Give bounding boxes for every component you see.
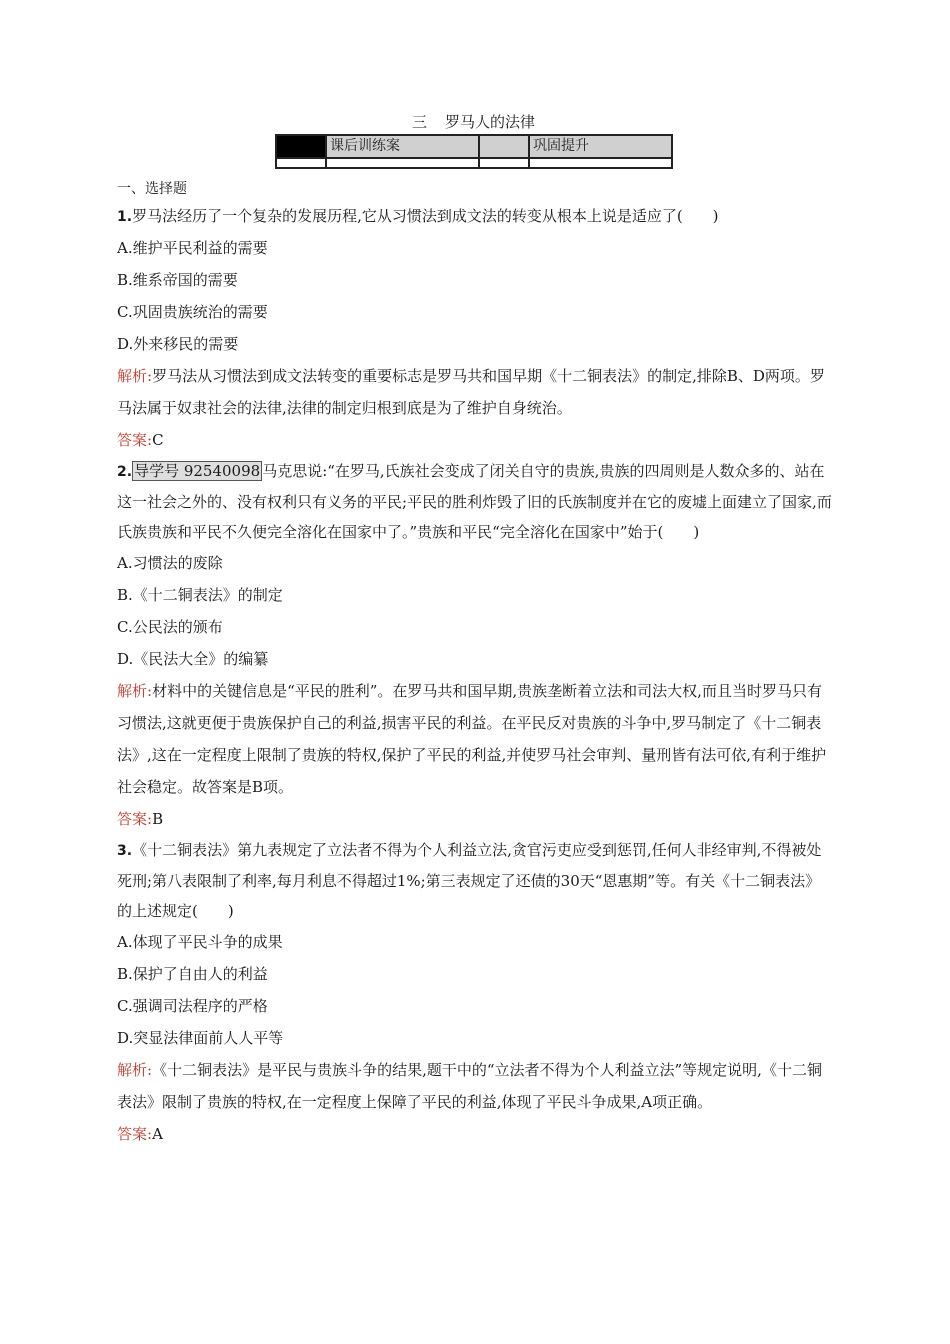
guide-number-box: 导学号 92540098 (134, 462, 261, 480)
answer-label: 答案: (117, 431, 153, 449)
question-stem (117, 201, 832, 232)
header-cell-dark (276, 135, 326, 158)
lesson-title-text: 罗马人的法律 (445, 113, 536, 131)
analysis-text: 罗马法从习惯法到成文法转变的重要标志是罗马共和国早期《十二铜表法》的制定,排除B、D两项。罗马法属于奴隶社会的法律,法律的制定归根到底是为了维护自身统治。 (117, 367, 825, 417)
question-2 (117, 456, 832, 835)
header-cell-exercise: 课后训练案 (326, 135, 479, 158)
question-text: 马克思说:“在罗马,氏族社会变成了闭关自守的贵族,贵族的四周则是人数众多的、站在这一社会之外的、没有权利只有义务的平民;平民的胜利炸毁了旧的氏族制度并在它的废墟上面建立了国家,而氏族贵族和平民不久便完全溶化在国家中了。”贵族和平民“完全溶化在国家中”始于( ) (117, 462, 832, 541)
question-3 (117, 835, 832, 1150)
analysis (117, 675, 832, 803)
option-d: D.《民法大全》的编纂 (117, 650, 269, 668)
document-page (117, 110, 832, 1150)
lesson-number: 三 (411, 113, 427, 131)
analysis-label: 解析: (117, 367, 153, 385)
header-cell-empty (529, 158, 672, 168)
analysis-label: 解析: (117, 682, 153, 700)
header-table (275, 134, 673, 169)
header-cell-empty (326, 158, 479, 168)
question-text: 《十二铜表法》第九表规定了立法者不得为个人利益立法,贪官污吏应受到惩罚,任何人非经审判,不得被处死刑;第八表限制了利率,每月利息不得超过1%;第三表规定了还债的30天“恩惠期”等。有关《十二铜表法》的上述规定( ) (117, 841, 822, 920)
question-stem (117, 835, 832, 926)
answer-label: 答案: (117, 810, 153, 828)
answer (117, 803, 832, 835)
option-d: D.突显法律面前人人平等 (117, 1029, 284, 1047)
answer (117, 1118, 832, 1150)
question-1 (117, 201, 832, 456)
option-a: A.习惯法的废除 (117, 554, 223, 572)
header-cell-consolidate: 巩固提升 (529, 135, 672, 158)
question-text: 罗马法经历了一个复杂的发展历程,它从习惯法到成文法的转变从根本上说是适应了( ) (132, 207, 719, 225)
option-b: B.保护了自由人的利益 (117, 965, 268, 983)
section-heading: 一、选择题 (117, 181, 187, 197)
answer (117, 424, 832, 456)
analysis (117, 360, 832, 424)
option-a: A.体现了平民斗争的成果 (117, 933, 283, 951)
answer-label: 答案: (117, 1125, 153, 1143)
analysis (117, 1054, 832, 1118)
lesson-title (115, 110, 832, 134)
header-cell-empty (276, 158, 326, 168)
option-c: C.巩固贵族统治的需要 (117, 303, 268, 321)
option-c: C.强调司法程序的严格 (117, 997, 268, 1015)
option-d: D.外来移民的需要 (117, 335, 239, 353)
question-number: 2. (117, 464, 133, 480)
option-c: C.公民法的颁布 (117, 618, 223, 636)
answer-value: B (152, 810, 164, 828)
option-a: A.维护平民利益的需要 (117, 239, 268, 257)
analysis-text: 材料中的关键信息是“平民的胜利”。在罗马共和国早期,贵族垄断着立法和司法大权,而且当时罗马只有习惯法,这就更便于贵族保护自己的利益,损害平民的利益。在平民反对贵族的斗争中,罗马制定了《十二铜表法》,这在一定程度上限制了贵族的特权,保护了平民的利益,并使罗马社会审判、量刑皆有法可依,有利于维护社会稳定。故答案是B项。 (117, 682, 827, 796)
analysis-label: 解析: (117, 1061, 153, 1079)
header-cell-empty (479, 158, 529, 168)
analysis-text: 《十二铜表法》是平民与贵族斗争的结果,题干中的“立法者不得为个人利益立法”等规定说明,《十二铜表法》限制了贵族的特权,在一定程度上保障了平民的利益,体现了平民斗争成果,A项正确。 (117, 1061, 822, 1111)
option-b: B.维系帝国的需要 (117, 271, 238, 289)
answer-value: A (152, 1125, 163, 1143)
question-stem (117, 456, 832, 547)
question-number: 3. (117, 843, 133, 859)
question-number: 1. (117, 209, 133, 225)
answer-value: C (152, 431, 164, 449)
header-cell-blank (479, 135, 529, 158)
option-b: B.《十二铜表法》的制定 (117, 586, 283, 604)
